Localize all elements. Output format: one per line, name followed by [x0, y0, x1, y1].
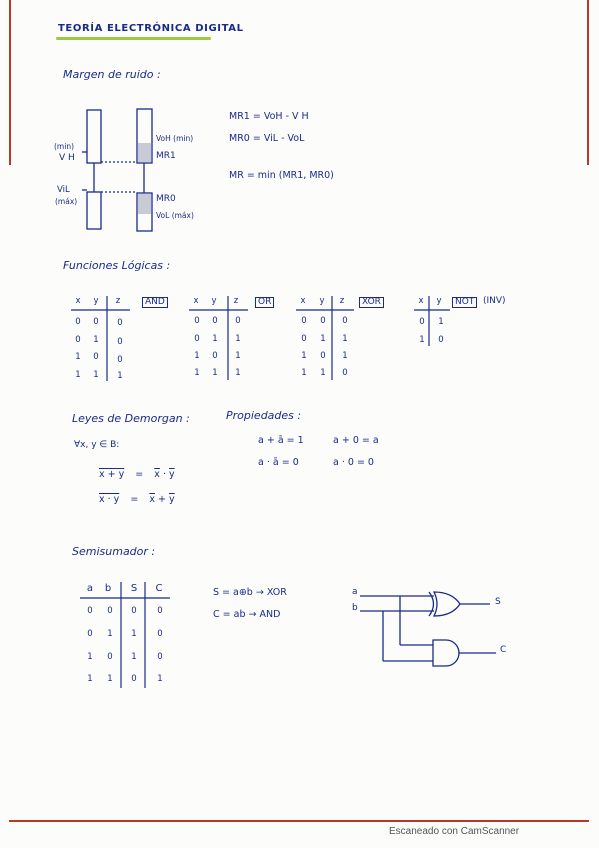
label-vol-max: VoL (máx) — [156, 211, 194, 220]
law1-lhs: x + y — [99, 469, 125, 480]
prop-2: a + 0 = a — [333, 435, 379, 446]
xor-header-z: z — [339, 296, 345, 306]
and-gate — [433, 640, 459, 666]
noise-heading: Margen de ruido : — [63, 68, 161, 81]
not-header-y: y — [436, 296, 442, 306]
or-cell: 0 — [212, 351, 218, 361]
xor-cell: 1 — [301, 368, 307, 378]
law2-a: $\overline{x}$ — [149, 494, 155, 505]
ha-cell: 0 — [157, 652, 163, 662]
ha-input-b: b — [352, 603, 358, 613]
and-cell: 0 — [93, 317, 99, 327]
ha-header-b: b — [104, 583, 112, 594]
ha-eq-c: C = ab → AND — [213, 609, 281, 620]
props-heading: Propiedades : — [226, 409, 302, 422]
ha-cell: 1 — [131, 652, 137, 662]
or-cell: 1 — [235, 368, 241, 378]
xor-cell: 0 — [320, 351, 326, 361]
ha-cell: 0 — [157, 629, 163, 639]
and-cell: 1 — [93, 370, 99, 380]
law2-eq: = — [130, 494, 139, 505]
or-cell: 1 — [194, 368, 200, 378]
label-vh: V H — [59, 153, 75, 163]
not-cell: 1 — [438, 317, 444, 327]
and-cell: 0 — [75, 317, 81, 327]
and-label: AND — [142, 297, 168, 308]
formula-mr0: MR0 = ViL - VoL — [229, 133, 305, 144]
ha-input-a: a — [352, 587, 358, 597]
ha-cell: 0 — [87, 629, 93, 639]
or-cell: 0 — [194, 334, 200, 344]
scanner-watermark: Escaneado con CamScanner — [389, 826, 520, 837]
not-cell: 0 — [438, 335, 444, 345]
label-mr0: MR0 — [156, 194, 176, 204]
mr0-shade — [138, 194, 151, 214]
or-cell: 1 — [235, 334, 241, 344]
xor-cell: 0 — [320, 316, 326, 326]
half-adder-table-lines — [80, 582, 170, 688]
xor-header-x: x — [300, 296, 306, 306]
half-adder-circuit — [360, 592, 496, 666]
xor-cell: 0 — [301, 334, 307, 344]
or-cell: 0 — [235, 316, 241, 326]
ha-cell: 1 — [87, 674, 93, 684]
label-vil-max: (máx) — [55, 197, 78, 206]
or-header-z: z — [233, 296, 239, 306]
or-label: OR — [255, 297, 274, 308]
and-cell: 0 — [117, 337, 123, 347]
xor-cell: 1 — [301, 351, 307, 361]
half-adder-heading: Semisumador : — [72, 545, 156, 558]
input-low-bar — [87, 192, 101, 229]
law1-eq: = — [135, 469, 144, 480]
prop-1: a + ā = 1 — [258, 435, 304, 446]
not-header-x: x — [418, 296, 424, 306]
law2-b: $\overline{y}$ — [169, 494, 175, 505]
demorgan-forall: ∀x, y ∈ B: — [74, 440, 120, 450]
prop-3: a · ā = 0 — [258, 457, 299, 468]
or-cell: 1 — [212, 334, 218, 344]
ha-output-s: S — [495, 597, 501, 607]
input-high-bar — [87, 110, 101, 163]
prop-4: a · 0 = 0 — [333, 457, 374, 468]
and-header-z: z — [115, 296, 121, 306]
or-cell: 1 — [235, 351, 241, 361]
page-title: TEORÍA ELECTRÓNICA DIGITAL — [58, 23, 244, 34]
and-cell: 0 — [117, 318, 123, 328]
logic-table-lines — [71, 296, 450, 381]
and-cell: 1 — [75, 352, 81, 362]
ha-header-a: a — [86, 583, 94, 594]
ha-header-c: C — [155, 583, 163, 594]
xor-cell: 0 — [342, 316, 348, 326]
and-header-x: x — [75, 296, 81, 306]
formula-mr1: MR1 = VoH - V H — [229, 111, 309, 122]
or-cell: 0 — [194, 316, 200, 326]
and-cell: 1 — [75, 370, 81, 380]
ha-cell: 1 — [131, 629, 137, 639]
xor-cell: 0 — [342, 368, 348, 378]
xor-cell: 1 — [342, 334, 348, 344]
ha-cell: 0 — [131, 674, 137, 684]
and-cell: 0 — [93, 352, 99, 362]
label-vil: ViL — [57, 185, 70, 195]
ha-cell: 0 — [131, 606, 137, 616]
mr1-shade — [138, 143, 151, 162]
ha-cell: 0 — [157, 606, 163, 616]
ha-cell: 1 — [87, 652, 93, 662]
not-cell: 0 — [419, 317, 425, 327]
or-cell: 1 — [212, 368, 218, 378]
xor-cell: 1 — [320, 368, 326, 378]
law2-op: + — [158, 494, 166, 505]
and-cell: 0 — [75, 335, 81, 345]
label-voh-min: VoH (min) — [156, 134, 194, 143]
or-header-x: x — [193, 296, 199, 306]
ha-cell: 0 — [107, 606, 113, 616]
ha-cell: 0 — [87, 606, 93, 616]
ha-output-c: C — [500, 645, 507, 655]
xor-cell: 0 — [301, 316, 307, 326]
ha-cell: 1 — [107, 674, 113, 684]
xor-cell: 1 — [342, 351, 348, 361]
label-mr1: MR1 — [156, 151, 176, 161]
law1-b: $\overline{y}$ — [169, 469, 175, 480]
formula-mr: MR = min (MR1, MR0) — [229, 170, 334, 181]
logic-heading: Funciones Lógicas : — [63, 259, 171, 272]
and-cell: 1 — [117, 371, 123, 381]
not-label: NOT — [452, 297, 477, 308]
ha-header-s: S — [130, 583, 138, 594]
or-cell: 1 — [194, 351, 200, 361]
and-cell: 1 — [93, 335, 99, 345]
not-suffix: (INV) — [483, 296, 506, 306]
demorgan-heading: Leyes de Demorgan : — [72, 412, 190, 425]
or-cell: 0 — [212, 316, 218, 326]
xor-gate — [434, 592, 460, 616]
ha-cell: 1 — [157, 674, 163, 684]
not-cell: 1 — [419, 335, 425, 345]
ha-cell: 0 — [107, 652, 113, 662]
xor-label: XOR — [359, 297, 384, 308]
law2-lhs: x · y — [99, 494, 120, 505]
xor-header-y: y — [319, 296, 325, 306]
ha-cell: 1 — [107, 629, 113, 639]
ha-eq-s: S = a⊕b → XOR — [213, 587, 287, 598]
law1-op: · — [162, 469, 166, 480]
and-cell: 0 — [117, 355, 123, 365]
or-header-y: y — [211, 296, 217, 306]
label-vh-min-top: (min) — [54, 142, 74, 151]
xor-cell: 1 — [320, 334, 326, 344]
law1-a: $\overline{x}$ — [154, 469, 160, 480]
and-header-y: y — [93, 296, 99, 306]
